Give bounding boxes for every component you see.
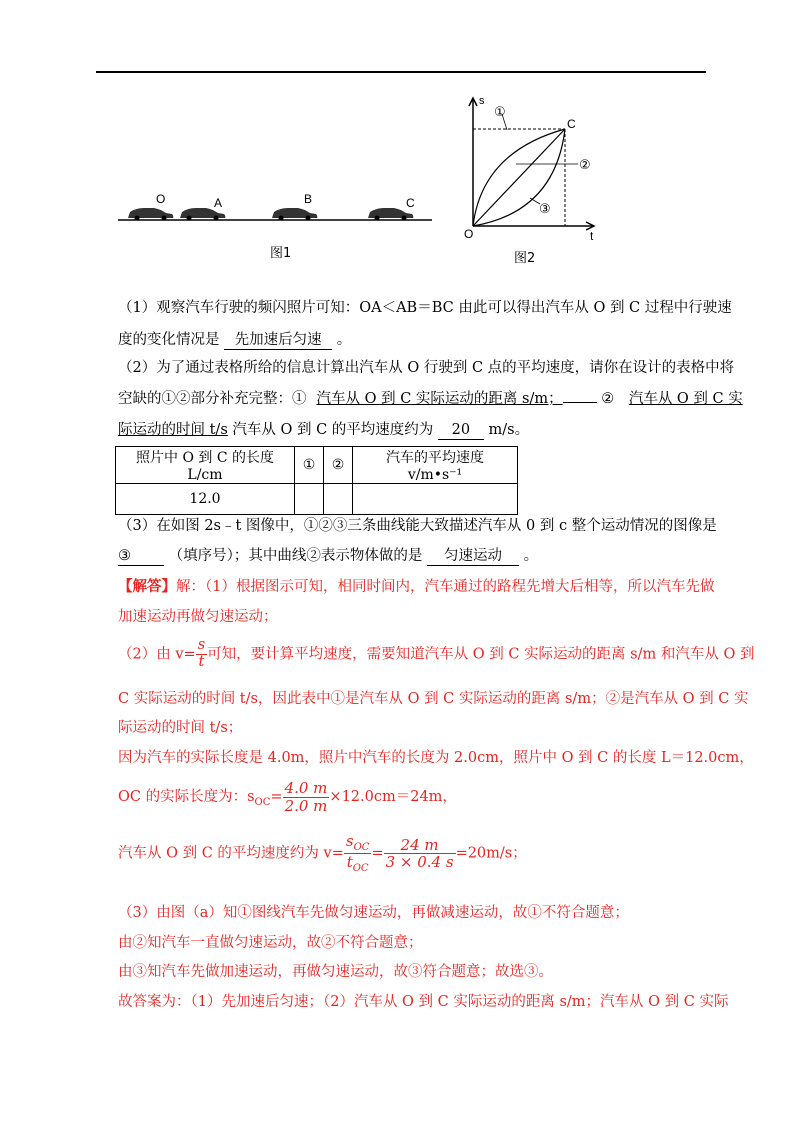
point-c-label: C: [567, 117, 576, 131]
q3-line2: [118, 544, 800, 566]
q2-answer-1: 汽车从 O 到 C 实际运动的距离 s/m；: [316, 391, 563, 407]
point-a-label: A: [214, 196, 223, 210]
table-header-cell: 照片中 O 到 C 的长度 L/cm: [116, 447, 295, 484]
oc-length-post: ×12.0cm＝24m，: [329, 789, 457, 805]
q1-suffix: 。: [336, 332, 352, 348]
solution-line1: [118, 575, 800, 596]
solution-line4: C 实际运动的时间 t/s，因此表中①是汽车从 O 到 C 实际运动的距离 s/m；②是汽车从 O 到 C 实: [118, 691, 749, 707]
origin-label: O: [464, 227, 474, 241]
q2-line2-mid: ②: [601, 391, 615, 407]
solution-line3-pre: （2）由 v=: [118, 646, 196, 663]
table-cell: [295, 484, 324, 515]
avg-speed-eq: =: [331, 845, 344, 862]
figure-2-caption: 图2: [514, 251, 536, 266]
car-icon-o: [128, 208, 173, 221]
point-c-label: C: [406, 196, 415, 210]
frac-denominator: t: [198, 653, 205, 670]
header-rule: [96, 71, 706, 73]
solution-line7: [118, 780, 800, 814]
t-symbol: t: [346, 853, 353, 871]
q2-line2-prefix: 空缺的①②部分补充完整：①: [118, 391, 307, 407]
oc-length-pre: OC 的实际长度为：s: [118, 789, 255, 805]
scale-fraction: [283, 780, 330, 814]
value-numerator: 24 m: [384, 837, 456, 855]
solution-line3-post: 可知，要计算平均速度，需要知道汽车从 O 到 C 实际运动的距离 s/m 和汽车从 O 到: [207, 646, 755, 663]
y-axis-label: s: [479, 95, 485, 107]
t-sub: OC: [352, 863, 369, 874]
s-symbol: s: [345, 832, 354, 850]
speed-denominator: [344, 854, 372, 874]
solution-line5: 际运动的时间 t/s；: [118, 720, 243, 736]
q3-answer-1: ③: [118, 548, 164, 566]
solution-line2: 加速运动再做匀速运动；: [118, 609, 278, 625]
solution-line10: 由②知汽车一直做匀速运动，故②不符合题意；: [118, 935, 423, 951]
q3-line1: （3）在如图 2s﹣t 图像中，①②③三条曲线能大致描述汽车从 0 到 c 整个运动情况的图像是: [118, 518, 717, 534]
figure-1: [110, 185, 440, 265]
q2-line3: [118, 418, 800, 440]
q2-line2: [118, 387, 800, 408]
x-axis-label: t: [590, 229, 594, 243]
value-fraction: [384, 837, 456, 871]
value-denominator: 3 × 0.4 s: [385, 853, 454, 871]
q1-line2: [118, 328, 800, 350]
avg-speed-post: =20m/s；: [455, 845, 527, 862]
solution-line6: 因为汽车的实际长度是 4.0m，照片中汽车的长度为 2.0cm，照片中 O 到 C 的长度 L＝12.0cm，: [118, 750, 754, 766]
table-cell: [353, 484, 518, 515]
figure-2: [460, 92, 620, 270]
q2-answer-3: 20: [438, 422, 484, 440]
q3-answer-2: 匀速运动: [427, 548, 519, 566]
table-cell: 12.0: [116, 484, 295, 515]
speed-numerator: [344, 833, 372, 854]
q2-line1: （2）为了通过表格所给的信息计算出汽车从 O 行驶到 C 点的平均速度，请你在设计的表格中将: [118, 360, 735, 376]
s-sub: OC: [353, 842, 370, 853]
solution-line12: 故答案为：（1）先加速后匀速；（2）汽车从 O 到 C 实际运动的距离 s/m；汽车从 O 到 C 实际: [118, 994, 729, 1010]
curve-3-label: ③: [539, 202, 551, 217]
speed-fraction: [344, 833, 372, 874]
solution-line11: 由③知汽车先做加速运动，再做匀速运动，故③符合题意；故选③。: [118, 964, 553, 980]
q2-line3-suffix: m/s。: [488, 422, 530, 438]
table-cell: [324, 484, 353, 515]
solution-line8: [118, 833, 800, 874]
avg-speed-eq2: =: [371, 845, 384, 862]
table-row: [116, 484, 518, 515]
solution-line3: [118, 638, 800, 671]
solution-label: 【解答】: [118, 578, 176, 595]
car-icon-b: [272, 208, 317, 221]
oc-length-sub: OC: [254, 796, 271, 808]
solution-intro: 解：（1）根据图示可知，相同时间内，汽车通过的路程先增大后相等，所以汽车先做: [176, 579, 715, 595]
q2-line3-mid: 汽车从 O 到 C 的平均速度约为: [232, 422, 434, 438]
q2-answer-2b: 际运动的时间 t/s: [118, 422, 228, 438]
oc-length-eq: =: [270, 789, 283, 805]
avg-speed-pre: 汽车从 O 到 C 的平均速度约为 v: [118, 845, 332, 862]
curve-2-label: ②: [579, 158, 591, 173]
q1-line1: （1）观察汽车行驶的频闪照片可知：OA＜AB＝BC 由此可以得出汽车从 O 到 C 过程中行驶速: [118, 300, 732, 316]
curve-1-label: ①: [494, 105, 506, 120]
point-b-label: B: [304, 192, 313, 206]
scale-numerator: 4.0 m: [284, 779, 328, 797]
q1-prefix: 度的变化情况是: [118, 332, 220, 348]
frac-numerator: s: [197, 637, 206, 653]
v-formula-fraction: [196, 638, 207, 671]
point-o-label: O: [156, 192, 166, 206]
table-header-cell: ②: [324, 447, 353, 484]
data-table: [115, 446, 518, 515]
scale-denominator: 2.0 m: [284, 796, 328, 815]
solution-line9: （3）由图（a）知①图线汽车先做匀速运动，再做减速运动，故①不符合题意；: [118, 905, 629, 921]
q1-answer: 先加速后匀速: [224, 332, 332, 350]
figure-1-caption: 图1: [270, 246, 292, 261]
q2-answer-2a: 汽车从 O 到 C 实: [628, 391, 743, 407]
table-header-cell: ①: [295, 447, 324, 484]
q3-line2-mid: （填序号）；其中曲线②表示物体做的是: [168, 548, 423, 564]
table-header-cell: 汽车的平均速度 v/m•s⁻¹: [353, 447, 518, 484]
q3-line2-suffix: 。: [523, 548, 539, 564]
table-header-row: [116, 447, 518, 484]
